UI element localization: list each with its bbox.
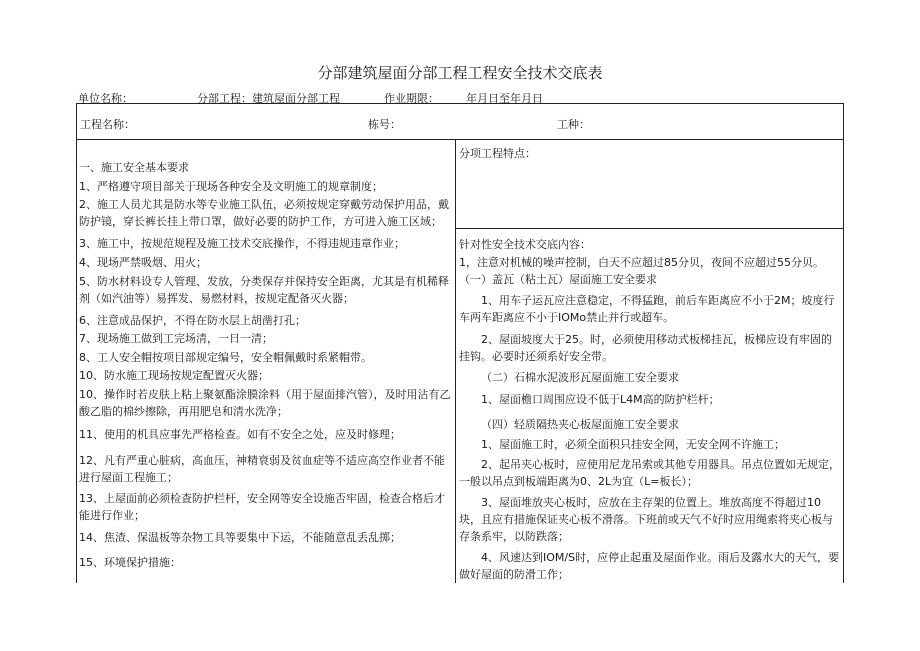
list-item: 11、使用的机具应事先严格检查。如有不安全之处，应及时修理；	[79, 428, 401, 441]
list-item: 6、注意成品保护，不得在防水层上胡凿打孔；	[79, 314, 306, 327]
list-item: 3、施工中，按规范规程及施工技术交底操作，不得违规违章作业；	[79, 237, 405, 250]
list-item: 4、现场严禁吸烟、用火；	[79, 256, 207, 269]
column-divider	[455, 139, 456, 583]
building-no-label: 栋号：	[368, 118, 401, 131]
list-item: 1、严格遵守项目部关于现场各种安全及文明施工的规章制度；	[79, 180, 383, 193]
subproject-label: 分部工程：建筑屋面分部工程	[197, 92, 340, 105]
list-item: 2、施工人员尤其是防水等专业施工队伍，必须按规定穿戴劳动保护用品，戴防护镜，穿长裤长挂上带口罩，做好必要的防护工作，方可进入施工区域；	[79, 198, 449, 228]
list-item: 7、现场施工做到工完场清，一日一清；	[79, 332, 273, 345]
trade-label: 工种：	[557, 118, 590, 131]
section-title: 一、施工安全基本要求	[79, 161, 189, 174]
list-item: 10、防水施工现场按规定配置灭火器；	[79, 369, 269, 382]
unit-name-label: 单位名称：	[78, 92, 133, 105]
paragraph: （二）石棉水泥波形瓦屋面施工安全要求	[481, 371, 679, 384]
features-label: 分项工程特点：	[459, 147, 536, 160]
paragraph: 4、风速达到IOM/S时，应停止起重及屋面作业。雨后及露水大的天气，要做好屋面的防滑工作；	[459, 551, 840, 581]
list-item: 15、环境保护措施：	[79, 556, 181, 569]
paragraph: （四）轻质隔热夹心板屋面施工安全要求	[481, 418, 679, 431]
paragraph: 1、用车子运瓦应注意稳定，不得猛跑，前后车距离应不小于2M；坡度行车两车距离应不小于IOMo禁止并行或超车。	[459, 294, 835, 324]
paragraph: 1，注意对机械的噪声控制，白天不应超过85分贝，夜间不应超过55分贝。（一）盖瓦（粘土瓦）屋面施工安全要求	[459, 256, 824, 286]
list-item: 10、操作时若皮肤上粘上聚氨酯涂膜涂料（用于屋面排汽管），及时用沾有乙酸乙脂的棉纱擦除，再用肥皂和清水洗净；	[79, 388, 451, 418]
list-item: 14、焦渣、保温板等杂物工具等要集中下运，不能随意乱丢乱掷；	[79, 531, 401, 544]
right-divider	[455, 228, 844, 229]
paragraph: 1、屋面檐口周围应设不低于L4M高的防护栏杆；	[481, 393, 720, 406]
period-label: 作业期限：	[384, 92, 439, 105]
list-item: 8、工人安全帽按项目部规定编号，安全帽佩戴时系紧帽带。	[79, 351, 372, 364]
paragraph: 3、屋面堆放夹心板时，应放在主存架的位置上。堆放高度不得超过10块，且应有措施保证夹心板不滑落。下班前或天气不好时应用绳索将夹心板与存条系牢，以防跌落；	[459, 496, 833, 543]
project-name-label: 工程名称：	[80, 118, 135, 131]
table-divider	[76, 139, 844, 140]
disclosure-label: 针对性安全技术交底内容：	[459, 238, 591, 251]
paragraph: 2、屋面坡度大于25。时，必须使用移动式板梯挂瓦，板梯应设有牢固的挂钩。必要时还须系好安全带。	[459, 333, 832, 363]
list-item: 5、防水材料设专人管理、发放，分类保存并保持安全距离，尤其是有机稀释剂（如汽油等）易挥发、易燃材料，按规定配备灭火器；	[79, 275, 449, 305]
paragraph: 2、起吊夹心板时，应使用尼龙吊索或其他专用器具。吊点位置如无规定，一般以吊点到板端距离为0、2L为宜（L=板长）；	[459, 458, 840, 488]
paragraph: 1、屋面施工时，必须全面积只挂安全网，无安全网不许施工；	[481, 438, 785, 451]
list-item: 12、凡有严重心脏病，高血压，神精衰弱及贫血症等不适应高空作业者不能进行屋面工程施工；	[79, 454, 445, 484]
document-title: 分部建筑屋面分部工程工程安全技术交底表	[317, 64, 603, 82]
period-value: 年月日至年月日	[466, 92, 543, 105]
list-item: 13、上屋面前必须检查防护栏杆，安全网等安全设施否牢固，检查合格后才能进行作业；	[79, 492, 445, 522]
